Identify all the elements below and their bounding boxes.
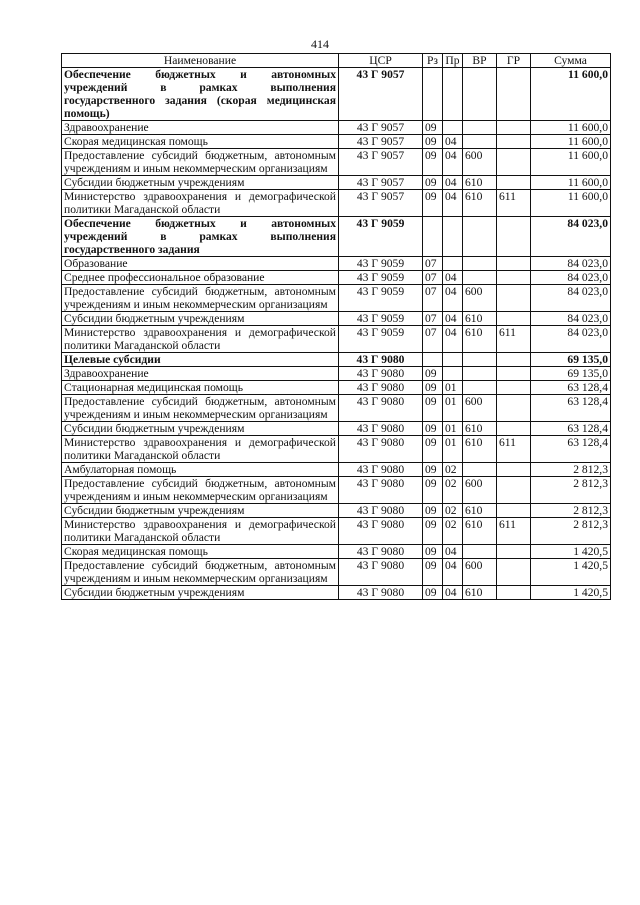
gr-cell	[497, 285, 531, 312]
vr-cell	[463, 68, 497, 121]
pr-cell: 01	[443, 436, 463, 463]
vr-cell: 610	[463, 586, 497, 600]
rz-cell: 09	[423, 121, 443, 135]
sum-cell: 1 420,5	[531, 559, 611, 586]
table-row	[62, 68, 611, 121]
sum-cell: 63 128,4	[531, 381, 611, 395]
sum-cell: 84 023,0	[531, 326, 611, 353]
gr-cell	[497, 68, 531, 121]
table-row	[62, 463, 611, 477]
gr-cell: 611	[497, 436, 531, 463]
pr-cell: 02	[443, 518, 463, 545]
sum-cell: 69 135,0	[531, 353, 611, 367]
rz-cell: 09	[423, 559, 443, 586]
gr-cell	[497, 367, 531, 381]
sum-cell: 1 420,5	[531, 586, 611, 600]
csr-cell: 43 Г 9057	[339, 121, 423, 135]
name-cell: Субсидии бюджетным учреждениям	[62, 422, 339, 436]
csr-cell: 43 Г 9057	[339, 190, 423, 217]
vr-cell	[463, 353, 497, 367]
table-row	[62, 149, 611, 176]
rz-cell: 09	[423, 463, 443, 477]
vr-cell	[463, 257, 497, 271]
name-cell: Субсидии бюджетным учреждениям	[62, 504, 339, 518]
table-row	[62, 312, 611, 326]
vr-cell: 600	[463, 559, 497, 586]
csr-cell: 43 Г 9080	[339, 518, 423, 545]
gr-cell	[497, 176, 531, 190]
name-cell: Предоставление субсидий бюджетным, автономным учреждениям и иным некоммерческим организациям	[62, 149, 339, 176]
csr-cell: 43 Г 9080	[339, 463, 423, 477]
pr-cell: 04	[443, 271, 463, 285]
vr-cell: 610	[463, 422, 497, 436]
vr-cell: 610	[463, 312, 497, 326]
csr-cell: 43 Г 9080	[339, 586, 423, 600]
pr-cell: 04	[443, 176, 463, 190]
table-row	[62, 190, 611, 217]
table-row	[62, 381, 611, 395]
vr-cell	[463, 545, 497, 559]
name-cell: Скорая медицинская помощь	[62, 545, 339, 559]
budget-table	[61, 53, 611, 600]
sum-cell: 84 023,0	[531, 217, 611, 257]
vr-cell: 600	[463, 285, 497, 312]
sum-cell: 11 600,0	[531, 149, 611, 176]
pr-cell: 02	[443, 504, 463, 518]
name-cell: Обеспечение бюджетных и автономных учреждений в рамках выполнения государственного задания	[62, 217, 339, 257]
csr-cell: 43 Г 9057	[339, 149, 423, 176]
pr-cell: 04	[443, 190, 463, 217]
gr-cell	[497, 381, 531, 395]
vr-cell	[463, 367, 497, 381]
rz-cell: 09	[423, 436, 443, 463]
sum-cell: 84 023,0	[531, 312, 611, 326]
rz-cell: 07	[423, 257, 443, 271]
vr-cell: 610	[463, 326, 497, 353]
table-row	[62, 353, 611, 367]
vr-cell	[463, 217, 497, 257]
gr-cell	[497, 271, 531, 285]
name-cell: Среднее профессиональное образование	[62, 271, 339, 285]
csr-cell: 43 Г 9080	[339, 395, 423, 422]
csr-cell: 43 Г 9080	[339, 545, 423, 559]
name-cell: Министерство здравоохранения и демографической политики Магаданской области	[62, 436, 339, 463]
name-cell: Предоставление субсидий бюджетным, автономным учреждениям и иным некоммерческим организациям	[62, 477, 339, 504]
csr-cell: 43 Г 9059	[339, 312, 423, 326]
name-cell: Амбулаторная помощь	[62, 463, 339, 477]
table-row	[62, 176, 611, 190]
column-header-pr: Пр	[443, 54, 463, 68]
name-cell: Министерство здравоохранения и демографической политики Магаданской области	[62, 518, 339, 545]
column-header-rz: Рз	[423, 54, 443, 68]
sum-cell: 63 128,4	[531, 436, 611, 463]
rz-cell: 09	[423, 381, 443, 395]
pr-cell: 04	[443, 285, 463, 312]
name-cell: Образование	[62, 257, 339, 271]
gr-cell: 611	[497, 190, 531, 217]
vr-cell: 610	[463, 518, 497, 545]
vr-cell: 600	[463, 149, 497, 176]
gr-cell	[497, 217, 531, 257]
csr-cell: 43 Г 9080	[339, 559, 423, 586]
name-cell: Предоставление субсидий бюджетным, автономным учреждениям и иным некоммерческим организациям	[62, 559, 339, 586]
table-body	[62, 68, 611, 600]
table-row	[62, 395, 611, 422]
table-row	[62, 559, 611, 586]
sum-cell: 11 600,0	[531, 176, 611, 190]
name-cell: Предоставление субсидий бюджетным, автономным учреждениям и иным некоммерческим организациям	[62, 285, 339, 312]
name-cell: Субсидии бюджетным учреждениям	[62, 586, 339, 600]
gr-cell	[497, 312, 531, 326]
gr-cell: 611	[497, 326, 531, 353]
table-row	[62, 422, 611, 436]
sum-cell: 11 600,0	[531, 68, 611, 121]
sum-cell: 2 812,3	[531, 518, 611, 545]
gr-cell	[497, 353, 531, 367]
rz-cell: 09	[423, 395, 443, 422]
rz-cell: 09	[423, 149, 443, 176]
pr-cell: 04	[443, 312, 463, 326]
sum-cell: 11 600,0	[531, 135, 611, 149]
pr-cell	[443, 68, 463, 121]
table-row	[62, 436, 611, 463]
page-number: 414	[311, 37, 329, 51]
column-header-gr: ГР	[497, 54, 531, 68]
table-row	[62, 135, 611, 149]
name-cell: Здравоохранение	[62, 367, 339, 381]
table-row	[62, 477, 611, 504]
csr-cell: 43 Г 9057	[339, 176, 423, 190]
vr-cell	[463, 121, 497, 135]
table-row	[62, 518, 611, 545]
table-row	[62, 504, 611, 518]
gr-cell	[497, 395, 531, 422]
vr-cell	[463, 135, 497, 149]
rz-cell: 07	[423, 271, 443, 285]
gr-cell	[497, 545, 531, 559]
name-cell: Предоставление субсидий бюджетным, автономным учреждениям и иным некоммерческим организациям	[62, 395, 339, 422]
csr-cell: 43 Г 9059	[339, 257, 423, 271]
column-header-name: Наименование	[62, 54, 339, 68]
name-cell: Целевые субсидии	[62, 353, 339, 367]
table-row	[62, 285, 611, 312]
name-cell: Субсидии бюджетным учреждениям	[62, 312, 339, 326]
csr-cell: 43 Г 9080	[339, 477, 423, 504]
pr-cell	[443, 353, 463, 367]
rz-cell: 09	[423, 545, 443, 559]
pr-cell: 01	[443, 422, 463, 436]
gr-cell	[497, 559, 531, 586]
name-cell: Стационарная медицинская помощь	[62, 381, 339, 395]
pr-cell: 02	[443, 463, 463, 477]
gr-cell	[497, 257, 531, 271]
sum-cell: 2 812,3	[531, 477, 611, 504]
gr-cell	[497, 463, 531, 477]
column-header-csr: ЦСР	[339, 54, 423, 68]
rz-cell: 09	[423, 367, 443, 381]
sum-cell: 11 600,0	[531, 121, 611, 135]
gr-cell	[497, 121, 531, 135]
csr-cell: 43 Г 9080	[339, 367, 423, 381]
table-row	[62, 586, 611, 600]
csr-cell: 43 Г 9057	[339, 135, 423, 149]
gr-cell	[497, 477, 531, 504]
sum-cell: 84 023,0	[531, 271, 611, 285]
table-row	[62, 545, 611, 559]
sum-cell: 63 128,4	[531, 395, 611, 422]
vr-cell: 600	[463, 477, 497, 504]
name-cell: Министерство здравоохранения и демографической политики Магаданской области	[62, 326, 339, 353]
sum-cell: 2 812,3	[531, 504, 611, 518]
pr-cell: 04	[443, 149, 463, 176]
csr-cell: 43 Г 9080	[339, 436, 423, 463]
table-row	[62, 326, 611, 353]
sum-cell: 84 023,0	[531, 285, 611, 312]
sum-cell: 1 420,5	[531, 545, 611, 559]
vr-cell: 600	[463, 395, 497, 422]
sum-cell: 63 128,4	[531, 422, 611, 436]
column-header-sum: Сумма	[531, 54, 611, 68]
csr-cell: 43 Г 9080	[339, 422, 423, 436]
pr-cell	[443, 217, 463, 257]
name-cell: Обеспечение бюджетных и автономных учреждений в рамках выполнения государственного задания (скорая медицинская помощь)	[62, 68, 339, 121]
pr-cell: 04	[443, 545, 463, 559]
vr-cell: 610	[463, 436, 497, 463]
csr-cell: 43 Г 9059	[339, 271, 423, 285]
csr-cell: 43 Г 9080	[339, 353, 423, 367]
pr-cell	[443, 367, 463, 381]
pr-cell: 04	[443, 586, 463, 600]
vr-cell: 610	[463, 190, 497, 217]
csr-cell: 43 Г 9059	[339, 326, 423, 353]
rz-cell: 07	[423, 285, 443, 312]
sum-cell: 2 812,3	[531, 463, 611, 477]
csr-cell: 43 Г 9080	[339, 504, 423, 518]
table-row	[62, 257, 611, 271]
sum-cell: 84 023,0	[531, 257, 611, 271]
name-cell: Здравоохранение	[62, 121, 339, 135]
sum-cell: 69 135,0	[531, 367, 611, 381]
pr-cell: 04	[443, 135, 463, 149]
pr-cell	[443, 257, 463, 271]
gr-cell	[497, 135, 531, 149]
rz-cell: 09	[423, 190, 443, 217]
sum-cell: 11 600,0	[531, 190, 611, 217]
gr-cell	[497, 504, 531, 518]
table-row	[62, 217, 611, 257]
table-row	[62, 367, 611, 381]
pr-cell: 02	[443, 477, 463, 504]
vr-cell: 610	[463, 504, 497, 518]
vr-cell: 610	[463, 176, 497, 190]
rz-cell: 07	[423, 326, 443, 353]
pr-cell	[443, 121, 463, 135]
vr-cell	[463, 271, 497, 285]
name-cell: Министерство здравоохранения и демографической политики Магаданской области	[62, 190, 339, 217]
csr-cell: 43 Г 9059	[339, 217, 423, 257]
rz-cell: 09	[423, 518, 443, 545]
rz-cell	[423, 353, 443, 367]
csr-cell: 43 Г 9080	[339, 381, 423, 395]
gr-cell	[497, 586, 531, 600]
gr-cell	[497, 422, 531, 436]
rz-cell: 09	[423, 504, 443, 518]
pr-cell: 01	[443, 381, 463, 395]
gr-cell: 611	[497, 518, 531, 545]
rz-cell: 09	[423, 135, 443, 149]
rz-cell: 09	[423, 477, 443, 504]
csr-cell: 43 Г 9059	[339, 285, 423, 312]
column-header-vr: ВР	[463, 54, 497, 68]
rz-cell	[423, 217, 443, 257]
table-row	[62, 121, 611, 135]
rz-cell: 07	[423, 312, 443, 326]
rz-cell: 09	[423, 586, 443, 600]
pr-cell: 04	[443, 559, 463, 586]
name-cell: Скорая медицинская помощь	[62, 135, 339, 149]
gr-cell	[497, 149, 531, 176]
csr-cell: 43 Г 9057	[339, 68, 423, 121]
vr-cell	[463, 463, 497, 477]
vr-cell	[463, 381, 497, 395]
rz-cell	[423, 68, 443, 121]
pr-cell: 01	[443, 395, 463, 422]
name-cell: Субсидии бюджетным учреждениям	[62, 176, 339, 190]
table-header-row	[62, 54, 611, 68]
rz-cell: 09	[423, 422, 443, 436]
rz-cell: 09	[423, 176, 443, 190]
table-row	[62, 271, 611, 285]
pr-cell: 04	[443, 326, 463, 353]
